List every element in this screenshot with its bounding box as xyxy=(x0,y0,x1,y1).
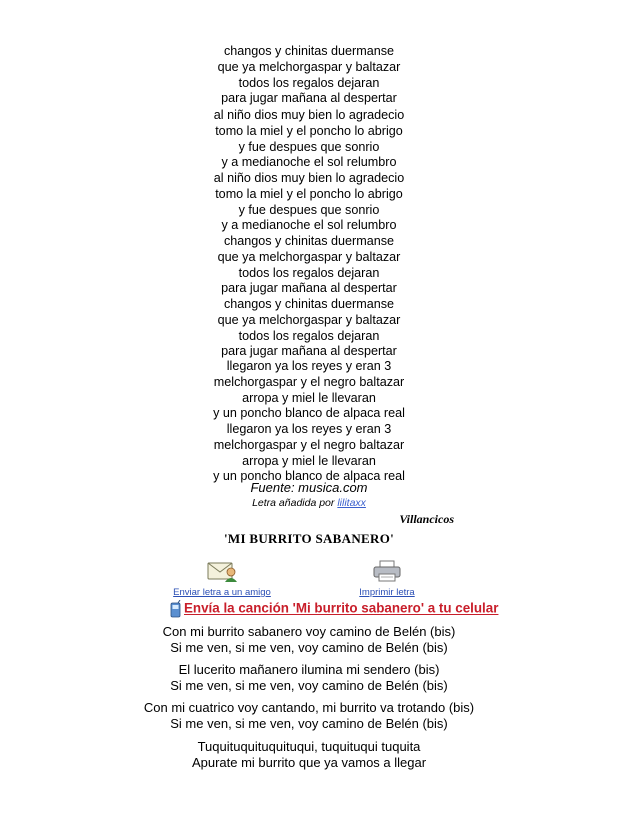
lyrics-stanza xyxy=(0,108,618,171)
lyric-line: changos y chinitas duermanse xyxy=(223,297,395,311)
lyric-line: y un poncho blanco de alpaca real xyxy=(213,469,405,484)
lyric-line: Con mi cuatrico voy cantando, mi burrito va trotando (bis) xyxy=(143,700,475,715)
lyric-line: melchorgaspar y el negro baltazar xyxy=(213,437,405,452)
song-title: 'MI BURRITO SABANERO' xyxy=(223,531,395,546)
lyric-line: todos los regalos dejaran xyxy=(238,75,380,90)
lyric-line: llegaron ya los reyes y eran 3 xyxy=(226,422,392,436)
lyric-line: Con mi burrito sabanero voy camino de Belén (bis) xyxy=(162,624,456,639)
lyrics-stanza xyxy=(0,44,618,107)
lyrics-stanza xyxy=(0,739,618,771)
lyric-line: al niño dios muy bien lo agradecio xyxy=(213,108,405,122)
lyric-line: que ya melchorgaspar y baltazar xyxy=(217,59,401,74)
envelope-person-icon xyxy=(206,560,238,582)
lyric-line: Si me ven, si me ven, voy camino de Belén (bis) xyxy=(170,716,448,731)
lyric-line: que ya melchorgaspar y baltazar xyxy=(217,249,401,264)
lyric-line: y un poncho blanco de alpaca real xyxy=(213,406,405,421)
lyrics-stanza xyxy=(0,359,618,422)
print-button[interactable] xyxy=(341,560,433,598)
lyrics-stanza xyxy=(0,662,618,694)
lyric-line: changos y chinitas duermanse xyxy=(223,234,395,248)
lyric-line: arropa y miel le llevaran xyxy=(242,453,376,468)
added-by xyxy=(0,497,618,509)
lyric-line: y fue despues que sonrio xyxy=(238,139,380,154)
lyric-line: para jugar mañana al despertar xyxy=(221,281,397,296)
lyric-line: llegaron ya los reyes y eran 3 xyxy=(226,359,392,373)
lyric-line: todos los regalos dejaran xyxy=(238,265,380,280)
lyrics-stanza xyxy=(0,624,618,656)
lyric-line: tomo la miel y el poncho lo abrigo xyxy=(215,186,403,201)
lyric-line: todos los regalos dejaran xyxy=(238,328,380,343)
lyric-line: Si me ven, si me ven, voy camino de Belén (bis) xyxy=(170,640,448,655)
lyrics-source: Fuente: musica.com xyxy=(250,480,368,495)
lyrics-stanza xyxy=(0,171,618,234)
mobile-phone-icon xyxy=(170,600,182,618)
lyric-line: y a medianoche el sol relumbro xyxy=(221,218,397,233)
lyric-line: changos y chinitas duermanse xyxy=(223,44,395,58)
lyric-line: Si me ven, si me ven, voy camino de Belén (bis) xyxy=(170,678,448,693)
lyric-line: que ya melchorgaspar y baltazar xyxy=(217,312,401,327)
lyric-line: El lucerito mañanero ilumina mi sendero (bis) xyxy=(178,662,440,677)
author-link[interactable]: lilitaxx xyxy=(337,497,366,509)
lyric-line: y a medianoche el sol relumbro xyxy=(221,155,397,170)
lyric-line: para jugar mañana al despertar xyxy=(221,344,397,359)
lyric-line: melchorgaspar y el negro baltazar xyxy=(213,374,405,389)
send-to-friend-link[interactable]: Enviar letra a un amigo xyxy=(173,587,271,598)
lyrics-stanza xyxy=(0,297,618,360)
print-link[interactable]: Imprimir letra xyxy=(359,587,415,598)
send-to-phone-label: Envía la canción 'Mi burrito sabanero' a tu celular xyxy=(184,600,499,616)
lyric-line: arropa y miel le llevaran xyxy=(242,390,376,405)
lyrics-stanza xyxy=(0,700,618,732)
lyrics-stanza xyxy=(0,234,618,297)
added-by-label: Letra añadida por xyxy=(252,497,335,509)
lyrics-stanza xyxy=(0,422,618,485)
lyric-line: Tuquituquituquituqui, tuquituqui tuquita xyxy=(197,739,421,754)
send-to-friend-button[interactable] xyxy=(172,560,272,598)
lyric-line: Apurate mi burrito que ya vamos a llegar xyxy=(191,755,427,770)
category-label: Villancicos xyxy=(399,512,454,526)
lyric-line: al niño dios muy bien lo agradecio xyxy=(213,171,405,185)
lyric-line: y fue despues que sonrio xyxy=(238,202,380,217)
printer-icon xyxy=(372,560,402,582)
lyric-line: para jugar mañana al despertar xyxy=(221,91,397,106)
send-to-phone-link[interactable] xyxy=(170,600,498,618)
lyric-line: tomo la miel y el poncho lo abrigo xyxy=(215,123,403,138)
